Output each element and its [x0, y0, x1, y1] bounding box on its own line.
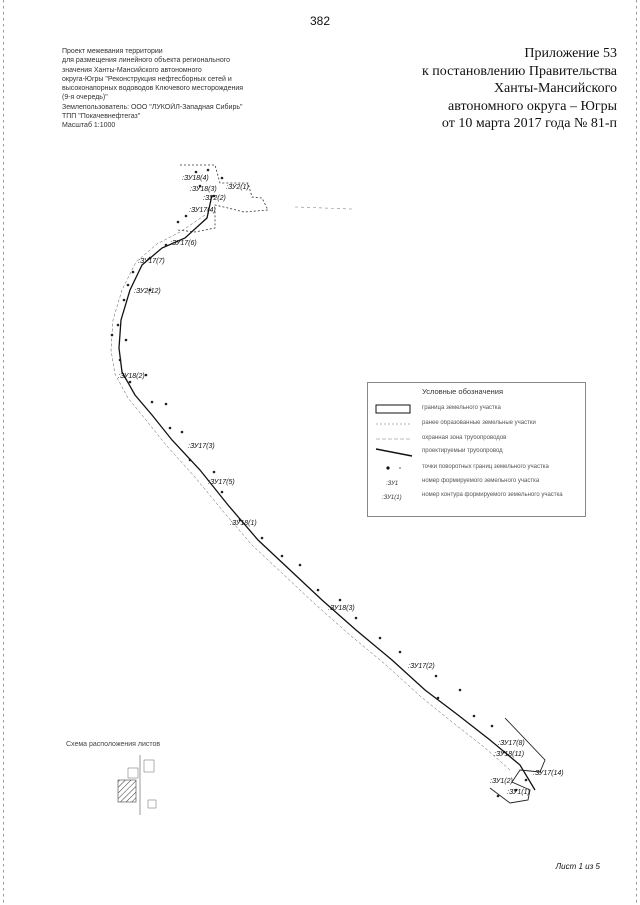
- boundary-point: [169, 427, 172, 430]
- legend-label: проектируемый трубопровод: [422, 448, 503, 454]
- legend-plot-number-symbol: [374, 477, 416, 488]
- legend-symbol-text: :ЗУ1: [386, 481, 399, 487]
- boundary-point: [299, 564, 302, 567]
- legend-symbol-text: :ЗУ1(1): [382, 495, 402, 501]
- map-label: :ЗУ1(1): [507, 789, 530, 796]
- legend-item: [374, 404, 581, 415]
- map-label: :ЗУ2(1): [226, 184, 249, 191]
- boundary-point: [473, 715, 476, 718]
- scheme-title: Схема расположения листов: [66, 741, 161, 748]
- project-info-line: округа-Югры "Реконструкция нефтесборных сетей и: [62, 75, 232, 83]
- map-label: :ЗУ17(2): [408, 663, 435, 670]
- project-info-line: Масштаб 1:1000: [62, 122, 116, 130]
- legend-label: охранная зона трубопроводов: [422, 435, 507, 441]
- legend-boundary-symbol: [374, 404, 416, 415]
- boundary-point: [437, 697, 440, 700]
- boundary-point: [207, 169, 210, 172]
- legend-item: [374, 463, 581, 474]
- map-label: :ЗУ18(3): [328, 605, 355, 612]
- legend-item: [374, 491, 581, 502]
- boundary-point: [165, 244, 168, 247]
- legend-label: номер контура формируемого земельного участка: [422, 492, 563, 498]
- boundary-point: [213, 471, 216, 474]
- legend-contour-number-symbol: [374, 491, 416, 502]
- legend-existing-plots-symbol: [374, 419, 416, 430]
- map-label: :ЗУ17(4): [189, 207, 216, 214]
- boundary-point: [281, 555, 284, 558]
- boundary-point: [125, 339, 128, 342]
- map-label: :ЗУ18(11): [494, 751, 525, 758]
- appendix-line: Ханты-Мансийского: [493, 81, 617, 96]
- map-label: :ЗУ18(3): [190, 186, 217, 193]
- map-label: :ЗУ1(2): [490, 778, 513, 785]
- legend-pipeline-symbol: [374, 447, 416, 458]
- boundary-point: [129, 381, 132, 384]
- legend-item: [374, 419, 581, 430]
- map-label: :ЗУ18(4): [182, 175, 209, 182]
- map-label: :ЗУ17(6): [170, 240, 197, 247]
- map-label: :ЗУ18(2): [118, 373, 145, 380]
- appendix-line: к постановлению Правительства: [421, 63, 617, 79]
- boundary-point: [145, 374, 148, 377]
- project-info-line: ТПП "Покачевнефтегаз": [62, 113, 141, 121]
- boundary-point: [221, 491, 224, 494]
- map-label: :ЗУ17(8): [498, 740, 525, 747]
- boundary-point: [132, 271, 135, 274]
- legend-title: Условные обозначения: [422, 387, 504, 396]
- boundary-point: [459, 689, 462, 692]
- boundary-point: [185, 215, 188, 218]
- map-label: :ЗУ17(14): [533, 770, 564, 777]
- boundary-point: [339, 599, 342, 602]
- scan-edge-left: [3, 0, 4, 905]
- boundary-point: [355, 617, 358, 620]
- boundary-point: [189, 459, 192, 462]
- boundary-point: [111, 334, 114, 337]
- legend-point-symbol: [374, 463, 416, 474]
- boundary-point: [525, 779, 528, 782]
- project-info-line: (9-я очередь)": [62, 94, 108, 102]
- project-info-line: значения Ханты-Мансийского автономного: [62, 66, 202, 74]
- map-label: :ЗУ17(7): [138, 258, 165, 265]
- boundary-point: [165, 403, 168, 406]
- boundary-point: [221, 177, 224, 180]
- legend-item: [374, 434, 581, 445]
- boundary-point: [195, 171, 198, 174]
- project-info-line: для размещения линейного объекта регионального: [62, 57, 230, 65]
- boundary-point: [117, 324, 120, 327]
- legend-item: [374, 477, 581, 488]
- sheet-layout-scheme: [118, 755, 156, 815]
- page-number: 382: [309, 14, 331, 28]
- boundary-point: [261, 537, 264, 540]
- boundary-point: [151, 401, 154, 404]
- legend-label: ранее образованные земельные участки: [422, 420, 536, 426]
- boundary-point: [119, 359, 122, 362]
- boundary-point: [399, 651, 402, 654]
- appendix-line: Приложение 53: [524, 46, 617, 61]
- legend-protection-zone-symbol: [374, 434, 416, 445]
- boundary-point: [123, 299, 126, 302]
- appendix-line: от 10 марта 2017 года № 81-п: [441, 116, 617, 131]
- boundary-point: [177, 221, 180, 224]
- appendix-line: автономного округа – Югры: [448, 98, 617, 114]
- map-legend: [367, 382, 586, 517]
- map-label: :ЗУ17(3): [188, 443, 215, 450]
- scan-edge-right: [636, 0, 637, 905]
- map-label: :ЗУ17(5): [208, 479, 235, 486]
- boundary-point: [497, 795, 500, 798]
- boundary-point: [317, 589, 320, 592]
- map-label: :ЗУ18(1): [230, 520, 257, 527]
- map-label: :ЗУ2(2): [203, 195, 226, 202]
- project-info-line: высоконапорных водоводов Ключевого месторождения: [62, 85, 244, 93]
- legend-label: граница земельного участка: [422, 405, 501, 411]
- boundary-point: [379, 637, 382, 640]
- legend-item: [374, 447, 581, 458]
- project-info-line: Землепользователь: ООО "ЛУКОЙЛ-Западная Сибирь": [62, 103, 243, 111]
- sheet-number: Лист 1 из 5: [555, 862, 600, 871]
- boundary-point: [491, 725, 494, 728]
- boundary-point: [181, 431, 184, 434]
- map-label: :ЗУ2(12): [134, 288, 161, 295]
- boundary-point: [127, 284, 130, 287]
- reference-line: [295, 207, 352, 209]
- project-info-line: Проект межевания территории: [62, 48, 163, 55]
- legend-label: номер формируемого земельного участка: [422, 478, 540, 484]
- legend-label: точки поворотных границ земельного участка: [422, 464, 549, 470]
- boundary-point: [435, 675, 438, 678]
